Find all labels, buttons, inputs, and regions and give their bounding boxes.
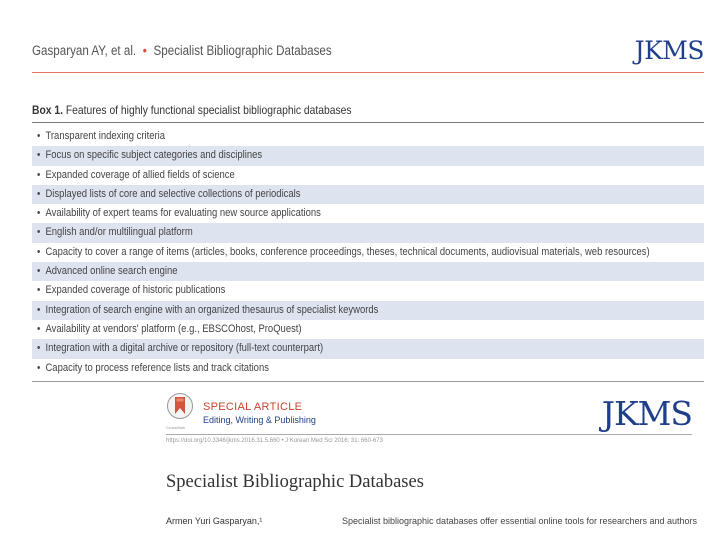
box-item-content [37, 262, 178, 281]
box-item [32, 359, 704, 378]
box-item-text: Integration with a digital archive or repository (full-text counterpart) [45, 342, 324, 355]
article-type-label: SPECIAL ARTICLE [203, 401, 303, 413]
box-item-content [37, 339, 323, 358]
running-title: Specialist Bibliographic Databases [153, 43, 332, 58]
bullet: • [37, 130, 41, 142]
box-item-text: Integration of search engine with an organized thesaurus of specialist keywords [45, 303, 379, 316]
bullet: • [37, 187, 41, 200]
box-item-content [37, 204, 321, 223]
box-item-content [37, 223, 193, 242]
box-item-content [37, 185, 301, 204]
box-item-text: Capacity to process reference lists and track citations [45, 361, 269, 374]
running-authors: Gasparyan AY, et al. [32, 43, 137, 58]
page-header [32, 36, 704, 73]
box-item-content [37, 320, 302, 339]
box-item-content [37, 127, 165, 146]
bullet: • [37, 226, 41, 239]
header-separator: • [142, 43, 147, 58]
box-item-text: Expanded coverage of allied fields of science [45, 168, 235, 181]
bullet: • [37, 303, 41, 316]
article-header [166, 392, 692, 435]
box-item-text: Transparent indexing criteria [45, 130, 166, 142]
features-table [32, 127, 704, 378]
box-title [32, 103, 352, 117]
journal-logo: JKMS [634, 36, 704, 65]
box-item [32, 185, 704, 204]
box-item-content [37, 301, 378, 320]
journal-logo-large: JKMS [601, 394, 692, 433]
box-item [32, 339, 704, 358]
doi-line: https://doi.org/10.3346/jkms.2016.31.5.660 • J Korean Med Sci 2016; 31: 660-673 [166, 438, 383, 444]
box-item-content [37, 166, 235, 185]
bullet: • [37, 284, 41, 297]
box-item [32, 320, 704, 339]
box-item [32, 166, 704, 185]
box-item-text: Displayed lists of core and selective collections of periodicals [45, 187, 301, 200]
bullet: • [37, 361, 41, 374]
bullet: • [37, 265, 41, 278]
box-item [32, 281, 704, 300]
box-item [32, 127, 704, 146]
box-item [32, 146, 704, 165]
bullet: • [37, 207, 41, 220]
box-item-content [37, 359, 269, 378]
author-line: Armen Yuri Gasparyan,¹ [166, 516, 263, 526]
box-item [32, 223, 704, 242]
bullet: • [37, 149, 41, 162]
box-item-content [37, 243, 650, 262]
box-item-text: Expanded coverage of historic publications [45, 284, 226, 297]
box-item-text: Advanced online search engine [45, 265, 178, 278]
crossmark-caption: CrossMark [166, 425, 186, 430]
box-item-content [37, 281, 225, 300]
bullet: • [37, 342, 41, 355]
box-bottom-rule [32, 381, 704, 382]
article-section: Editing, Writing & Publishing [203, 415, 316, 425]
box-item [32, 243, 704, 262]
bullet: • [37, 168, 41, 181]
box-item [32, 262, 704, 281]
box-item [32, 301, 704, 320]
box-label: Box 1. [32, 103, 63, 117]
abstract-start: Specialist bibliographic databases offer essential online tools for researchers and authors [342, 516, 698, 526]
box-title-text: Features of highly functional specialist bibliographic databases [65, 103, 352, 117]
box-item-text: Availability at vendors' platform (e.g., EBSCOhost, ProQuest) [45, 322, 302, 335]
running-head [32, 43, 332, 58]
box-item-content [37, 146, 262, 165]
crossmark-icon [166, 393, 194, 423]
box-item [32, 204, 704, 223]
box-item-text: Focus on specific subject categories and disciplines [45, 149, 263, 162]
box-item-text: English and/or multilingual platform [45, 226, 193, 239]
box-item-text: Capacity to cover a range of items (articles, books, conference proceedings, theses, technical documents, audiovisual materials, web resources) [45, 245, 650, 258]
article-title: Specialist Bibliographic Databases [166, 472, 424, 492]
box-item-text: Availability of expert teams for evaluating new source applications [45, 207, 321, 220]
bullet: • [37, 322, 41, 335]
box-top-rule [32, 122, 704, 123]
bullet: • [37, 245, 41, 258]
